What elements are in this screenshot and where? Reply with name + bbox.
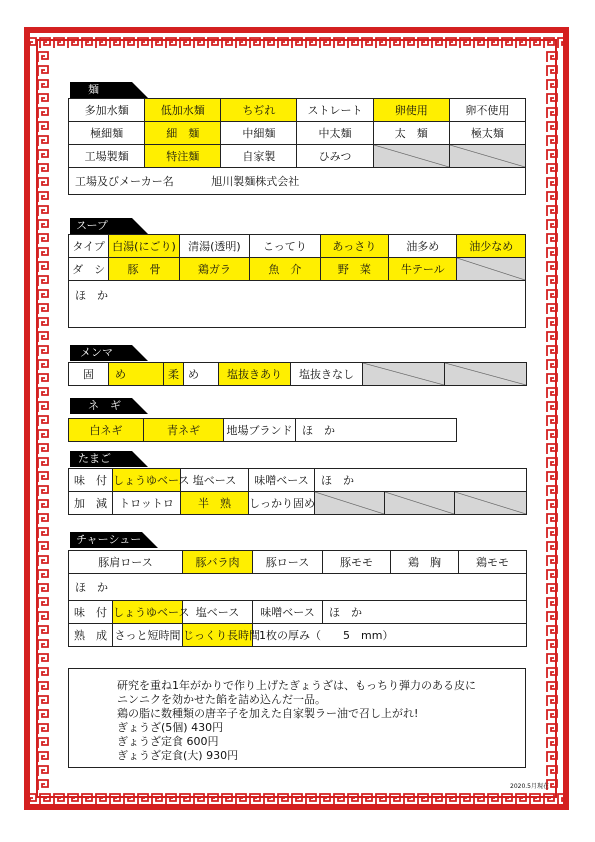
- fret-motif: [96, 38, 106, 48]
- fret-motif: [547, 766, 557, 776]
- fret-motif: [38, 178, 48, 188]
- soup-other: ほ か: [69, 281, 526, 328]
- cell: 中太麺: [297, 122, 373, 145]
- note-line: ニンニクを効かせた餡を詰め込んだ一品。: [117, 693, 326, 706]
- cell-selected: しょうゆベース: [113, 469, 181, 492]
- fret-motif: [38, 374, 48, 384]
- cell: ひみつ: [297, 145, 373, 168]
- fret-motif: [418, 794, 428, 804]
- fret-motif: [38, 668, 48, 678]
- section-tab-chashu: チャーシュー: [70, 532, 142, 548]
- fret-motif: [38, 780, 48, 790]
- cell: 清湯(透明): [179, 235, 249, 258]
- cell: ほ か: [323, 601, 527, 624]
- fret-motif: [180, 38, 190, 48]
- fret-motif: [547, 402, 557, 412]
- fret-motif: [547, 556, 557, 566]
- chashu-table: [68, 550, 527, 647]
- fret-motif: [194, 38, 204, 48]
- maker-value: 旭川製麺株式会社: [211, 175, 300, 188]
- fret-motif: [547, 752, 557, 762]
- cell-selected: じっくり長時間: [183, 624, 253, 647]
- fret-motif: [547, 360, 557, 370]
- fret-motif: [547, 192, 557, 202]
- fret-motif: [38, 346, 48, 356]
- cell: 固: [69, 363, 109, 386]
- fret-motif: [110, 794, 120, 804]
- fret-motif: [547, 514, 557, 524]
- fret-motif: [38, 206, 48, 216]
- fret-motif: [38, 738, 48, 748]
- fret-motif: [530, 38, 540, 48]
- fret-motif: [194, 794, 204, 804]
- fret-motif: [460, 38, 470, 48]
- fret-motif: [110, 38, 120, 48]
- fret-motif: [547, 80, 557, 90]
- fret-motif: [547, 52, 557, 62]
- fret-motif: [547, 122, 557, 132]
- fret-motif: [547, 500, 557, 510]
- cell: 味噌ベース: [253, 601, 323, 624]
- cell-selected: 豚 骨: [109, 258, 179, 281]
- section-tab-negi: ネ ギ: [70, 398, 132, 414]
- cell: しっかり固め: [249, 492, 315, 515]
- fret-motif: [547, 304, 557, 314]
- fret-motif: [530, 794, 540, 804]
- fret-motif: [547, 262, 557, 272]
- fret-motif: [278, 794, 288, 804]
- section-tab-tamago: たまご: [70, 451, 132, 467]
- cell-na: [449, 145, 525, 168]
- fret-motif: [544, 38, 554, 48]
- fret-motif: [38, 136, 48, 146]
- fret-motif: [547, 696, 557, 706]
- fret-motif: [474, 38, 484, 48]
- cell: ストレート: [297, 99, 373, 122]
- fret-motif: [376, 794, 386, 804]
- cell-selected: め: [109, 363, 164, 386]
- fret-motif: [38, 766, 48, 776]
- fret-motif: [547, 458, 557, 468]
- fret-motif: [516, 794, 526, 804]
- fret-motif: [38, 248, 48, 258]
- cell: 鶏モモ: [459, 551, 527, 574]
- cell-na: [445, 363, 527, 386]
- fret-motif: [38, 584, 48, 594]
- description-box: [68, 668, 526, 768]
- soup-dashi-label: ダ シ: [69, 258, 109, 281]
- fret-motif: [547, 220, 557, 230]
- fret-motif: [38, 458, 48, 468]
- fret-motif: [38, 220, 48, 230]
- fret-motif: [547, 640, 557, 650]
- fret-motif: [547, 444, 557, 454]
- fret-motif: [390, 794, 400, 804]
- fret-motif: [418, 38, 428, 48]
- fret-motif: [208, 38, 218, 48]
- fret-motif: [547, 542, 557, 552]
- fret-motif: [292, 794, 302, 804]
- fret-motif: [292, 38, 302, 48]
- fret-motif: [264, 38, 274, 48]
- fret-motif: [404, 794, 414, 804]
- cell-selected: 柔: [164, 363, 184, 386]
- cell: ほ か: [315, 469, 527, 492]
- fret-motif: [334, 38, 344, 48]
- cell: 塩ベース: [181, 469, 249, 492]
- fret-motif: [38, 696, 48, 706]
- fret-motif: [38, 66, 48, 76]
- note-line: ぎょうざ定食(大) 930円: [117, 749, 239, 762]
- fret-motif: [547, 724, 557, 734]
- fret-motif: [38, 626, 48, 636]
- fret-motif: [502, 38, 512, 48]
- fret-motif: [82, 38, 92, 48]
- fret-motif: [250, 794, 260, 804]
- fret-motif: [547, 108, 557, 118]
- fret-motif: [54, 38, 64, 48]
- fret-motif: [547, 164, 557, 174]
- fret-motif: [502, 794, 512, 804]
- fret-motif: [236, 38, 246, 48]
- fret-motif: [38, 192, 48, 202]
- cell: 豚肩ロース: [69, 551, 183, 574]
- fret-motif: [320, 38, 330, 48]
- fret-motif: [348, 38, 358, 48]
- fret-motif: [40, 38, 50, 48]
- fret-motif: [180, 794, 190, 804]
- cell: トロットロ: [113, 492, 181, 515]
- fret-motif: [306, 38, 316, 48]
- cell: ほ か: [296, 419, 457, 442]
- soup-table: [68, 234, 526, 328]
- cell-selected: 白湯(にごり): [109, 235, 179, 258]
- negi-table: [68, 418, 457, 442]
- fret-motif: [222, 794, 232, 804]
- fret-motif: [38, 276, 48, 286]
- fret-motif: [547, 94, 557, 104]
- fret-motif: [474, 794, 484, 804]
- cell: 塩ベース: [183, 601, 253, 624]
- fret-motif: [404, 38, 414, 48]
- maker-row: [69, 168, 526, 195]
- fret-motif: [362, 794, 372, 804]
- thickness-cell: 1枚の厚み（ 5 mm）: [253, 624, 527, 647]
- fret-motif: [54, 794, 64, 804]
- cell-selected: ちぢれ: [221, 99, 297, 122]
- fret-motif: [547, 374, 557, 384]
- cell: 自家製: [221, 145, 297, 168]
- fret-motif: [547, 388, 557, 398]
- cell-selected: 卵使用: [373, 99, 449, 122]
- fret-motif: [516, 38, 526, 48]
- cell-na: [385, 492, 455, 515]
- cell: さっと短時間: [113, 624, 183, 647]
- fret-motif: [38, 262, 48, 272]
- fret-motif: [250, 38, 260, 48]
- cell: 味噌ベース: [249, 469, 315, 492]
- fret-motif: [152, 38, 162, 48]
- fret-motif: [547, 598, 557, 608]
- fret-motif: [547, 416, 557, 426]
- fret-motif: [38, 80, 48, 90]
- fret-motif: [96, 794, 106, 804]
- fret-motif: [38, 430, 48, 440]
- fret-motif: [306, 794, 316, 804]
- fret-motif: [38, 486, 48, 496]
- cell-selected: 低加水麺: [145, 99, 221, 122]
- cell: 豚モモ: [323, 551, 391, 574]
- fret-motif: [38, 416, 48, 426]
- fret-motif: [547, 472, 557, 482]
- fret-motif: [38, 444, 48, 454]
- cell: め: [184, 363, 219, 386]
- fret-motif: [38, 682, 48, 692]
- fret-motif: [124, 38, 134, 48]
- cell-selected: あっさり: [320, 235, 388, 258]
- fret-motif: [38, 150, 48, 160]
- fret-motif: [547, 528, 557, 538]
- fret-motif: [488, 38, 498, 48]
- cell-selected: 塩抜きあり: [219, 363, 291, 386]
- fret-motif: [38, 52, 48, 62]
- fret-motif: [432, 38, 442, 48]
- cell-na: [363, 363, 445, 386]
- fret-motif: [38, 514, 48, 524]
- cell-na: [373, 145, 449, 168]
- fret-motif: [362, 38, 372, 48]
- fret-motif: [38, 500, 48, 510]
- cell: 鶏 胸: [391, 551, 459, 574]
- tamago-table: [68, 468, 527, 515]
- cell-selected: 野 菜: [320, 258, 388, 281]
- maker-label: 工場及びメーカー名: [75, 175, 174, 188]
- fret-motif: [547, 430, 557, 440]
- fret-motif: [236, 794, 246, 804]
- fret-motif: [547, 332, 557, 342]
- cell: 極細麺: [69, 122, 145, 145]
- fret-motif: [376, 38, 386, 48]
- fret-motif: [38, 724, 48, 734]
- section-tab-menma: メンマ: [70, 345, 132, 361]
- fret-motif: [547, 248, 557, 258]
- fret-motif: [38, 710, 48, 720]
- note-line: 鶏の脂に数種類の唐辛子を加えた自家製ラー油で召し上がれ!: [117, 707, 419, 720]
- fret-motif: [38, 234, 48, 244]
- cell: 中細麺: [221, 122, 297, 145]
- cell: 工場製麺: [69, 145, 145, 168]
- cell-na: [457, 258, 526, 281]
- date-stamp: 2020.5月現在: [510, 783, 549, 790]
- cell-selected: 油少なめ: [457, 235, 526, 258]
- fret-motif: [547, 290, 557, 300]
- cell: 地場ブランド: [224, 419, 296, 442]
- cell: 卵不使用: [449, 99, 525, 122]
- fret-motif: [547, 206, 557, 216]
- fret-motif: [547, 66, 557, 76]
- fret-motif: [166, 38, 176, 48]
- cell: 多加水麺: [69, 99, 145, 122]
- menma-table: [68, 362, 527, 386]
- cell-selected: しょうゆベース: [113, 601, 183, 624]
- cell: 極太麺: [449, 122, 525, 145]
- fret-motif: [264, 794, 274, 804]
- fret-motif: [547, 682, 557, 692]
- fret-motif: [38, 318, 48, 328]
- cell: 油多め: [389, 235, 457, 258]
- chashu-jukusei-label: 熟 成: [69, 624, 113, 647]
- fret-motif: [390, 38, 400, 48]
- fret-motif: [547, 710, 557, 720]
- fret-motif: [547, 738, 557, 748]
- fret-motif: [334, 794, 344, 804]
- fret-motif: [547, 276, 557, 286]
- fret-motif: [38, 654, 48, 664]
- fret-motif: [222, 38, 232, 48]
- chashu-aji-label: 味 付: [69, 601, 113, 624]
- cell-selected: 魚 介: [250, 258, 320, 281]
- fret-motif: [38, 108, 48, 118]
- fret-motif: [26, 794, 36, 804]
- fret-motif: [26, 38, 36, 48]
- fret-motif: [320, 794, 330, 804]
- fret-motif: [40, 794, 50, 804]
- fret-motif: [38, 570, 48, 580]
- fret-motif: [488, 794, 498, 804]
- cell: 太 麺: [373, 122, 449, 145]
- fret-motif: [547, 150, 557, 160]
- fret-motif: [124, 794, 134, 804]
- fret-motif: [547, 584, 557, 594]
- fret-motif: [432, 794, 442, 804]
- fret-motif: [166, 794, 176, 804]
- fret-motif: [547, 626, 557, 636]
- fret-motif: [38, 94, 48, 104]
- fret-motif: [558, 794, 568, 804]
- fret-motif: [38, 122, 48, 132]
- fret-motif: [547, 570, 557, 580]
- fret-motif: [38, 598, 48, 608]
- fret-motif: [38, 528, 48, 538]
- chashu-other: ほ か: [69, 574, 527, 601]
- cell-selected: 半 熟: [181, 492, 249, 515]
- fret-motif: [38, 542, 48, 552]
- fret-motif: [68, 38, 78, 48]
- note-line: ぎょうざ定食 600円: [117, 735, 219, 748]
- fret-motif: [38, 640, 48, 650]
- fret-motif: [208, 794, 218, 804]
- fret-motif: [547, 234, 557, 244]
- fret-motif: [547, 486, 557, 496]
- fret-motif: [446, 794, 456, 804]
- fret-motif: [348, 794, 358, 804]
- fret-motif: [547, 668, 557, 678]
- fret-motif: [82, 794, 92, 804]
- cell-na: [315, 492, 385, 515]
- cell-selected: 特注麺: [145, 145, 221, 168]
- cell: 塩抜きなし: [291, 363, 363, 386]
- fret-motif: [547, 178, 557, 188]
- fret-motif: [68, 794, 78, 804]
- fret-motif: [278, 38, 288, 48]
- fret-motif: [38, 360, 48, 370]
- fret-motif: [38, 402, 48, 412]
- section-tab-soup: スープ: [70, 218, 132, 234]
- section-tab-men: 麺: [70, 82, 132, 98]
- cell-selected: 豚バラ肉: [183, 551, 253, 574]
- cell-selected: 白ネギ: [69, 419, 144, 442]
- men-table: [68, 98, 526, 195]
- fret-motif: [38, 388, 48, 398]
- fret-motif: [558, 38, 568, 48]
- fret-motif: [38, 752, 48, 762]
- fret-motif: [446, 38, 456, 48]
- fret-motif: [38, 304, 48, 314]
- fret-motif: [547, 654, 557, 664]
- fret-motif: [460, 794, 470, 804]
- cell-selected: 細 麺: [145, 122, 221, 145]
- tamago-kagen-label: 加 減: [69, 492, 113, 515]
- cell-na: [455, 492, 527, 515]
- fret-motif: [38, 164, 48, 174]
- soup-type-label: タイプ: [69, 235, 109, 258]
- tamago-aji-label: 味 付: [69, 469, 113, 492]
- fret-motif: [544, 794, 554, 804]
- fret-motif: [38, 556, 48, 566]
- fret-motif: [547, 318, 557, 328]
- fret-motif: [138, 794, 148, 804]
- fret-motif: [38, 612, 48, 622]
- fret-motif: [138, 38, 148, 48]
- note-line: ぎょうざ(5個) 430円: [117, 721, 224, 734]
- note-line: 研究を重ね1年がかりで作り上げたぎょうざは、もっちり弾力のある皮に: [117, 679, 476, 692]
- fret-motif: [547, 136, 557, 146]
- cell: こってり: [250, 235, 320, 258]
- fret-motif: [547, 612, 557, 622]
- fret-motif: [152, 794, 162, 804]
- fret-motif: [38, 332, 48, 342]
- cell: 豚ロース: [253, 551, 323, 574]
- fret-motif: [547, 346, 557, 356]
- cell-selected: 牛テール: [389, 258, 457, 281]
- fret-motif: [38, 472, 48, 482]
- cell-selected: 青ネギ: [144, 419, 224, 442]
- cell-selected: 鶏ガラ: [179, 258, 249, 281]
- fret-motif: [38, 290, 48, 300]
